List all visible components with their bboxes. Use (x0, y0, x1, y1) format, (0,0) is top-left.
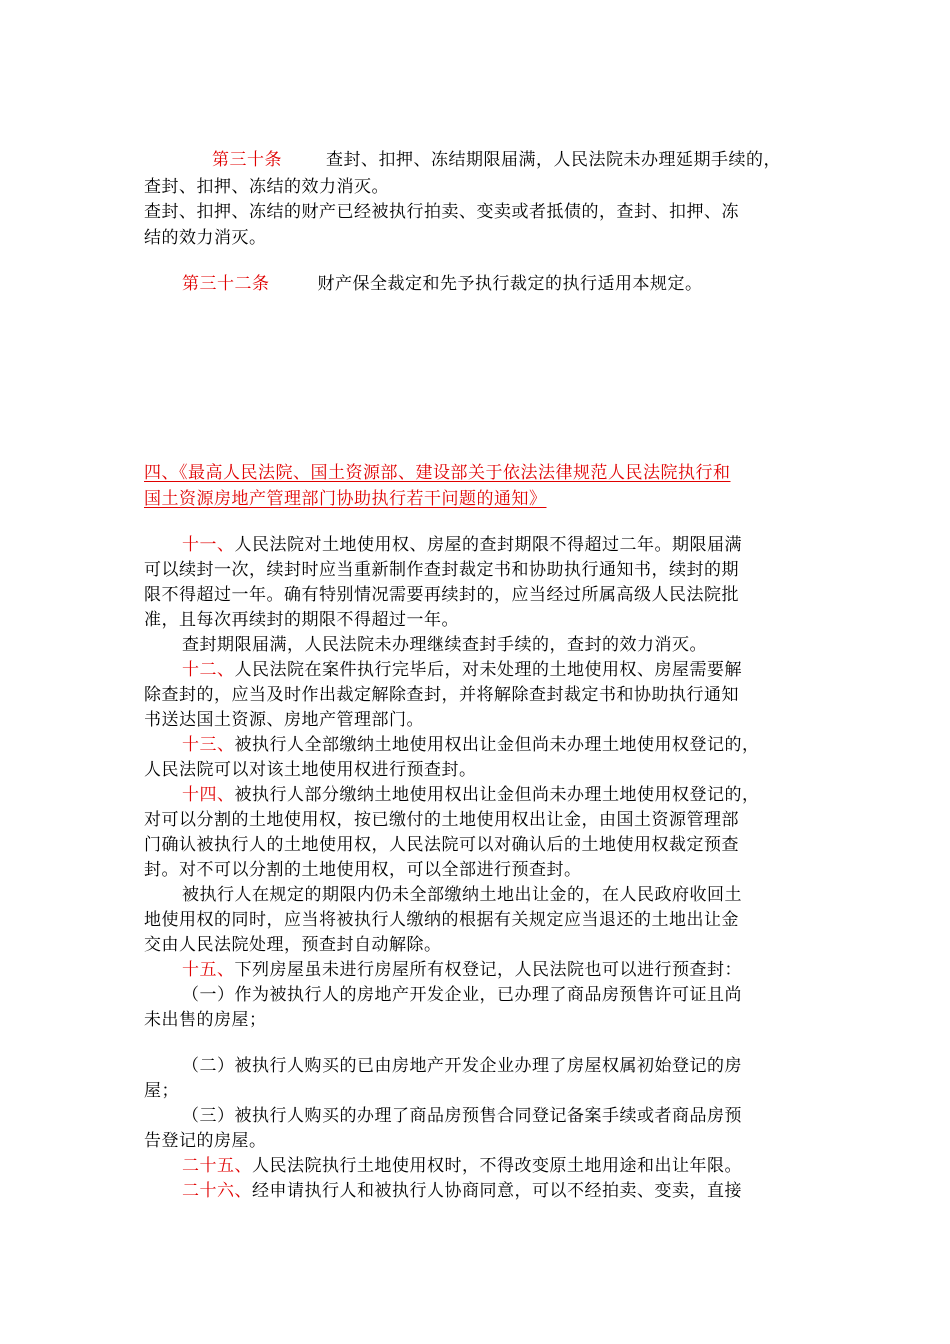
item-14-line-2: 对可以分割的土地使用权，按已缴付的土地使用权出让金，由国土资源管理部 (144, 810, 739, 830)
item-13-line-2: 人民法院可以对该土地使用权进行预查封。 (144, 760, 477, 780)
item-13-line-1: 十三、被执行人全部缴纳土地使用权出让金但尚未办理土地使用权登记的， (182, 735, 760, 755)
article-30-line-4: 结的效力消灭。 (144, 228, 267, 248)
item-14-line-3: 门确认被执行人的土地使用权，人民法院可以对确认后的土地使用权裁定预查 (144, 835, 739, 855)
item-12-line-2: 除查封的，应当及时作出裁定解除查封，并将解除查封裁定书和协助执行通知 (144, 685, 739, 705)
article-30-line-1 (212, 149, 781, 171)
article-32-text: 财产保全裁定和先予执行裁定的执行适用本规定。 (317, 274, 703, 294)
section-4-title-line-1: 四、《最高人民法院、国土资源部、建设部关于依法法律规范人民法院执行和 (144, 463, 731, 483)
item-14-line-4: 封。对不可以分割的土地使用权，可以全部进行预查封。 (144, 860, 582, 880)
item-11-line-5: 查封期限届满，人民法院未办理继续查封手续的，查封的效力消灭。 (182, 635, 707, 655)
section-4-title-line-2: 国土资源房地产管理部门协助执行若干问题的通知》 (144, 489, 547, 509)
item-11-line-1: 十一、人民法院对土地使用权、房屋的查封期限不得超过二年。期限届满 (182, 535, 742, 555)
article-30-line-2: 查封、扣押、冻结的效力消灭。 (144, 177, 389, 197)
article-32-label: 第三十二条 (182, 274, 270, 294)
item-14-line-1: 十四、被执行人部分缴纳土地使用权出让金但尚未办理土地使用权登记的， (182, 785, 760, 805)
item-11-line-3: 限不得超过一年。确有特别情况需要再续封的，应当经过所属高级人民法院批 (144, 585, 739, 605)
item-25-line: 二十五、人民法院执行土地使用权时，不得改变原土地用途和出让年限。 (182, 1156, 742, 1176)
article-32-line (182, 273, 703, 295)
item-25-label: 二十五、 (182, 1156, 252, 1176)
item-14-line-5: 被执行人在规定的期限内仍未全部缴纳土地出让金的，在人民政府收回土 (182, 885, 742, 905)
item-15-line-3: 未出售的房屋； (144, 1010, 267, 1030)
item-15-line-4: （二）被执行人购买的已由房地产开发企业办理了房屋权属初始登记的房 (182, 1056, 742, 1076)
item-15-label: 十五、 (182, 960, 235, 980)
article-30-label: 第三十条 (212, 150, 282, 170)
item-12-line-3: 书送达国土资源、房地产管理部门。 (144, 710, 424, 730)
item-13-label: 十三、 (182, 735, 235, 755)
item-12-line-1: 十二、人民法院在案件执行完毕后，对未处理的土地使用权、房屋需要解 (182, 660, 742, 680)
article-30-line-3: 查封、扣押、冻结的财产已经被执行拍卖、变卖或者抵债的，查封、扣押、冻 (144, 202, 739, 222)
item-15-line-5: 屋； (144, 1081, 179, 1101)
item-15-line-2: （一）作为被执行人的房地产开发企业，已办理了商品房预售许可证且尚 (182, 985, 742, 1005)
item-14-line-6: 地使用权的同时，应当将被执行人缴纳的根据有关规定应当退还的土地出让金 (144, 910, 739, 930)
item-11-label: 十一、 (182, 535, 235, 555)
item-14-label: 十四、 (182, 785, 235, 805)
item-15-line-6: （三）被执行人购买的办理了商品房预售合同登记备案手续或者商品房预 (182, 1106, 742, 1126)
item-12-label: 十二、 (182, 660, 235, 680)
item-11-line-2: 可以续封一次，续封时应当重新制作查封裁定书和协助执行通知书，续封的期 (144, 560, 739, 580)
article-30-text: 查封、扣押、冻结期限届满，人民法院未办理延期手续的， (326, 150, 781, 170)
item-26-label: 二十六、 (182, 1181, 252, 1201)
item-15-line-7: 告登记的房屋。 (144, 1131, 267, 1151)
item-11-line-4: 准，且每次再续封的期限不得超过一年。 (144, 610, 459, 630)
item-14-line-7: 交由人民法院处理，预查封自动解除。 (144, 935, 442, 955)
item-15-line-1: 十五、下列房屋虽未进行房屋所有权登记，人民法院也可以进行预查封： (182, 960, 742, 980)
item-26-line: 二十六、经申请执行人和被执行人协商同意，可以不经拍卖、变卖，直接 (182, 1181, 742, 1201)
